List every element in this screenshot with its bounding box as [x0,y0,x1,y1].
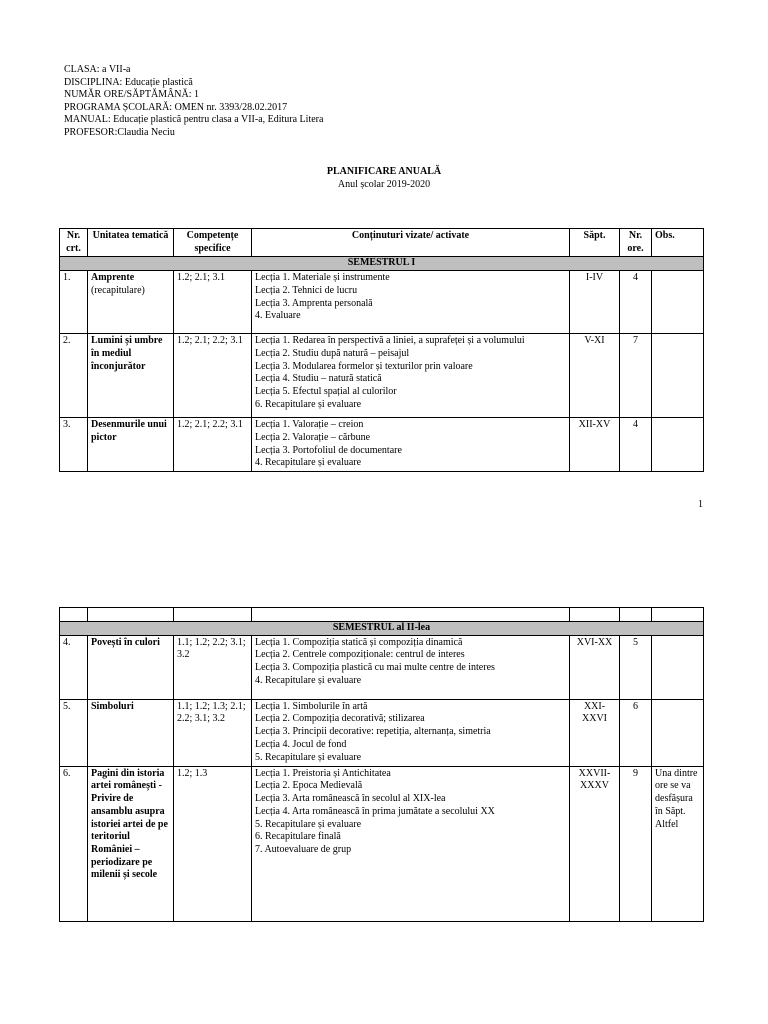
page-number: 1 [698,499,703,510]
lesson-item: Lecția 1. Redarea în perspectivă a liniei, a suprafeței și a volumului [255,335,525,347]
lesson-item: 5. Recapitulare și evaluare [255,751,362,763]
obs-cell [652,699,704,766]
blank-cell [60,608,88,622]
lesson-item: Lecția 3. Compoziția plastică cu mai multe centre de interes [255,662,495,674]
lesson-item: Lecția 2. Epoca Medievală [255,780,363,792]
plan-table-semester-2 [59,607,704,922]
weeks-cell: V-XI [570,334,620,418]
unit-title: Lumini și umbre în mediul înconjurător [91,335,163,372]
document-header [64,64,323,139]
lesson-item: Lecția 2. Compoziția decorativă; stilizarea [255,713,425,725]
lesson-item: 6. Recapitulare și evaluare [255,398,362,410]
competences-cell: 1.2; 2.1; 2.2; 3.1 [174,334,252,418]
school-year: Anul școlar 2019-2020 [337,178,431,190]
hours-cell: 4 [620,418,652,472]
unit-title: Simboluri [91,700,134,712]
header-weeks: Săpt. [570,229,620,257]
lesson-item: Lecția 2. Valorație – cărbune [255,431,371,443]
header-obs: Obs. [652,229,704,257]
lesson-item: Lecția 5. Efectul spațial al culorilor [255,385,397,397]
blank-cell [570,608,620,622]
obs-cell: Una dintre ore se va desfășura în Săpt. Altfel [652,766,704,921]
lesson-item: Lecția 2. Studiu după natură – peisajul [255,347,410,359]
class-line: CLASA: a VII-a [64,64,131,75]
lesson-item: 5. Recapitulare și evaluare [255,818,362,830]
competences-cell: 1.1; 1.2; 1.3; 2.1; 2.2; 3.1; 3.2 [174,699,252,766]
obs-cell [652,334,704,418]
lesson-item: Lecția 4. Arta românească în prima jumătate a secolului XX [255,805,495,817]
textbook-line: MANUAL: Educație plastică pentru clasa a VII-a, Editura Litera [64,114,324,125]
hours-cell: 4 [620,271,652,334]
lesson-item: Lecția 3. Portofoliul de documentare [255,444,402,456]
hours-line: NUMĂR ORE/SĂPTĂMÂNĂ: 1 [64,89,200,100]
lesson-item: 6. Recapitulare finală [255,831,341,843]
hours-cell: 7 [620,334,652,418]
table-row [60,334,704,418]
unit-cell [88,766,174,921]
weeks-cell: XXVII-XXXV [570,766,620,921]
contents-cell [252,766,570,921]
table-row [60,699,704,766]
row-number: 2. [60,334,88,418]
contents-cell [252,271,570,334]
unit-title: Desenmurile unui pictor [91,419,167,443]
lesson-item: 4. Evaluare [255,310,301,322]
table-row [60,766,704,921]
blank-cell [620,608,652,622]
contents-cell [252,635,570,699]
table-row [60,635,704,699]
teacher-line: PROFESOR:Claudia Neciu [64,126,175,138]
semester-label: SEMESTRUL al II-lea [60,622,704,636]
lesson-item: Lecția 2. Centrele compoziționale: centrul de interes [255,649,465,661]
unit-title: Povești în culori [91,636,160,648]
weeks-cell: XII-XV [570,418,620,472]
header-competences: Competențe specifice [174,229,252,257]
row-number: 4. [60,635,88,699]
table-header-row [60,229,704,257]
lesson-item: 4. Recapitulare și evaluare [255,457,362,469]
competences-cell: 1.2; 2.1; 2.2; 3.1 [174,418,252,472]
row-number: 5. [60,699,88,766]
unit-cell [88,418,174,472]
blank-cell [174,608,252,622]
header-nr: Nr. crt. [60,229,88,257]
contents-cell [252,699,570,766]
unit-title: Amprente [91,272,135,284]
lesson-item: Lecția 4. Jocul de fond [255,738,347,750]
unit-title: Pagini din istoria artei românești - Privire de ansamblu asupra istoriei artei de pe teritoriul României – periodizare pe milenii și secole [91,767,168,881]
obs-cell [652,271,704,334]
lesson-item: Lecția 3. Principii decorative: repetiția, alternanța, simetria [255,726,491,738]
curriculum-line: PROGRAMA ȘCOLARĂ: OMEN nr. 3393/28.02.2017 [64,101,288,113]
competences-cell: 1.1; 1.2; 2.2; 3.1; 3.2 [174,635,252,699]
unit-subtitle: (recapitulare) [91,284,145,296]
lesson-item: Lecția 3. Arta românească în secolul al XIX-lea [255,793,446,805]
semester-1-rows [60,271,704,472]
semester-row [60,257,704,271]
semester-2-rows [60,635,704,921]
unit-cell [88,271,174,334]
lesson-item: 7. Autoevaluare de grup [255,843,352,855]
lesson-item: Lecția 1. Valorație – creion [255,419,364,431]
obs-cell [652,635,704,699]
contents-cell [252,334,570,418]
lesson-item: Lecția 1. Materiale și instrumente [255,272,390,284]
lesson-item: Lecția 3. Amprenta personală [255,297,373,309]
weeks-cell: I-IV [570,271,620,334]
contents-cell [252,418,570,472]
unit-cell [88,635,174,699]
row-number: 6. [60,766,88,921]
blank-row [60,608,704,622]
lesson-item: 4. Recapitulare și evaluare [255,674,362,686]
unit-cell [88,334,174,418]
blank-cell [88,608,174,622]
competences-cell: 1.2; 2.1; 3.1 [174,271,252,334]
plan-table-semester-1 [59,228,704,472]
header-hours: Nr. ore. [620,229,652,257]
row-number: 1. [60,271,88,334]
competences-cell: 1.2; 1.3 [174,766,252,921]
row-number: 3. [60,418,88,472]
lesson-item: Lecția 1. Preistoria și Antichitatea [255,767,391,779]
table-row [60,271,704,334]
lesson-item: Lecția 1. Simbolurile în artă [255,700,368,712]
hours-cell: 5 [620,635,652,699]
weeks-cell: XVI-XX [570,635,620,699]
weeks-cell: XXI-XXVI [570,699,620,766]
semester-label: SEMESTRUL I [60,257,704,271]
table-row [60,418,704,472]
discipline-line: DISCIPLINA: Educație plastică [64,76,193,88]
header-unit: Unitatea tematică [88,229,174,257]
hours-cell: 6 [620,699,652,766]
semester-row [60,622,704,636]
lesson-item: Lecția 4. Studiu – natură statică [255,373,382,385]
page-title: PLANIFICARE ANUALĂ [326,166,442,177]
obs-cell [652,418,704,472]
blank-cell [652,608,704,622]
lesson-item: Lecția 2. Tehnici de lucru [255,284,358,296]
lesson-item: Lecția 3. Modularea formelor și texturilor prin valoare [255,360,473,372]
hours-cell: 9 [620,766,652,921]
header-contents: Conținuturi vizate/ activate [252,229,570,257]
blank-cell [252,608,570,622]
unit-cell [88,699,174,766]
title-block [0,166,768,191]
lesson-item: Lecția 1. Compoziția statică și compoziția dinamică [255,636,463,648]
